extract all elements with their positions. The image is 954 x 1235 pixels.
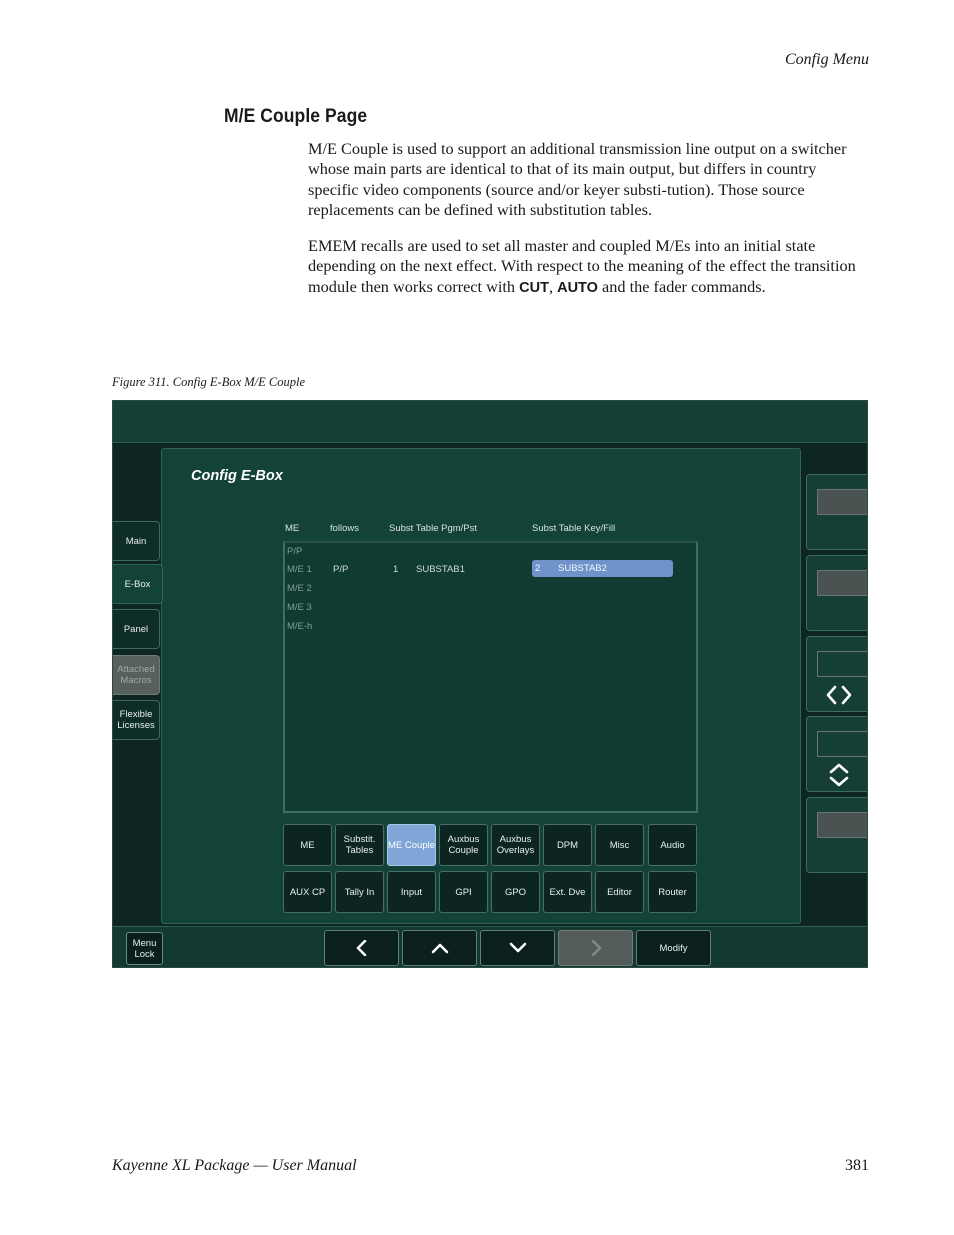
nav-up-button[interactable]: [402, 930, 477, 966]
figure-caption: Figure 311. Config E-Box M/E Couple: [112, 375, 306, 389]
ext-dve-button[interactable]: Ext. Dve: [543, 871, 592, 913]
auxbus-overlays-button[interactable]: Auxbus Overlays: [491, 824, 540, 866]
chevron-left-icon: [353, 940, 371, 956]
screen-top-bar: [113, 401, 868, 443]
chevron-down-icon: [509, 940, 527, 956]
list-item-key-table: SUBSTAB2: [558, 563, 607, 574]
paragraph-emem: [308, 236, 870, 298]
gpo-button[interactable]: GPO: [491, 871, 540, 913]
right-soft-button-2[interactable]: [806, 555, 868, 631]
substit-tables-button[interactable]: Substit. Tables: [335, 824, 384, 866]
input-button[interactable]: Input: [387, 871, 436, 913]
router-button[interactable]: Router: [648, 871, 697, 913]
nav-left-button[interactable]: [324, 930, 399, 966]
footer-page-number: 381: [845, 1157, 869, 1174]
tally-in-button[interactable]: Tally In: [335, 871, 384, 913]
me-couple-button[interactable]: ME Couple: [387, 824, 436, 866]
aux-cp-button[interactable]: AUX CP: [283, 871, 332, 913]
list-item-me[interactable]: M/E 2: [287, 583, 312, 594]
paragraph-emem-tail: and the fader commands.: [597, 276, 766, 296]
tab-main[interactable]: Main: [113, 521, 160, 561]
editor-button[interactable]: Editor: [595, 871, 644, 913]
soft-button-slot: [817, 570, 868, 596]
column-header-key-fill: Subst Table Key/Fill: [532, 523, 616, 534]
right-soft-button-3[interactable]: [806, 636, 868, 712]
dpm-button[interactable]: DPM: [543, 824, 592, 866]
right-soft-button-5[interactable]: [806, 797, 868, 873]
list-item-key-number: 2: [535, 563, 541, 574]
right-soft-button-4[interactable]: [806, 716, 868, 792]
column-header-pgm-pst: Subst Table Pgm/Pst: [389, 523, 478, 534]
column-header-me: ME: [285, 523, 300, 534]
list-item-pgm-number: 1: [393, 564, 399, 575]
right-soft-button-1[interactable]: [806, 474, 868, 550]
footer-doc-title: Kayenne XL Package — User Manual: [112, 1157, 357, 1174]
paragraph-emem-text: EMEM recalls are used to set all master and coupled M/Es into an initial state depending on the next effect. With respect to the meaning of the effect the transition module then works correct with: [308, 236, 856, 296]
nav-down-button[interactable]: [480, 930, 555, 966]
tab-attached-macros[interactable]: Attached Macros: [113, 655, 160, 695]
soft-button-slot: [817, 812, 868, 838]
soft-button-slot: [817, 489, 868, 515]
gpi-button[interactable]: GPI: [439, 871, 488, 913]
nav-right-button[interactable]: [558, 930, 633, 966]
tab-panel[interactable]: Panel: [113, 609, 160, 649]
modify-button[interactable]: Modify: [636, 930, 711, 966]
soft-button-slot: [817, 731, 868, 757]
auxbus-couple-button[interactable]: Auxbus Couple: [439, 824, 488, 866]
panel-title: Config E-Box: [191, 468, 283, 484]
config-ebox-screenshot: [112, 400, 868, 968]
running-header: Config Menu: [785, 51, 869, 68]
list-item-me[interactable]: M/E-h: [287, 621, 313, 632]
list-item-pgm-table: SUBSTAB1: [416, 564, 465, 575]
keyword-separator: ,: [548, 276, 558, 296]
tab-ebox[interactable]: E-Box: [113, 564, 163, 604]
keyword-cut: CUT: [519, 279, 549, 296]
paragraph-intro: M/E Couple is used to support an additional transmission line output on a switcher whose main parts are identical to that of its main output, but differs in country specific video components (source and/or keyer substi-tution). Those source replacements can be defined with substitution tables.: [308, 139, 847, 219]
list-item-me[interactable]: M/E 3: [287, 602, 312, 613]
soft-button-slot: [817, 651, 868, 677]
up-down-arrows-icon: [825, 762, 853, 788]
misc-button[interactable]: Misc: [595, 824, 644, 866]
me-couple-list[interactable]: [283, 541, 698, 813]
me-button[interactable]: ME: [283, 824, 332, 866]
list-item-follows: P/P: [333, 564, 349, 575]
column-header-follows: follows: [330, 523, 360, 534]
list-item-me[interactable]: P/P: [287, 546, 303, 557]
list-item-me[interactable]: M/E 1: [287, 564, 312, 575]
chevron-up-icon: [431, 940, 449, 956]
section-title: M/E Couple Page: [224, 106, 368, 127]
tab-flexible-licenses[interactable]: Flexible Licenses: [113, 700, 160, 740]
left-right-arrows-icon: [825, 682, 853, 708]
chevron-right-icon: [587, 940, 605, 956]
keyword-auto: AUTO: [557, 279, 598, 296]
menu-lock-button[interactable]: Menu Lock: [126, 932, 163, 965]
audio-button[interactable]: Audio: [648, 824, 697, 866]
